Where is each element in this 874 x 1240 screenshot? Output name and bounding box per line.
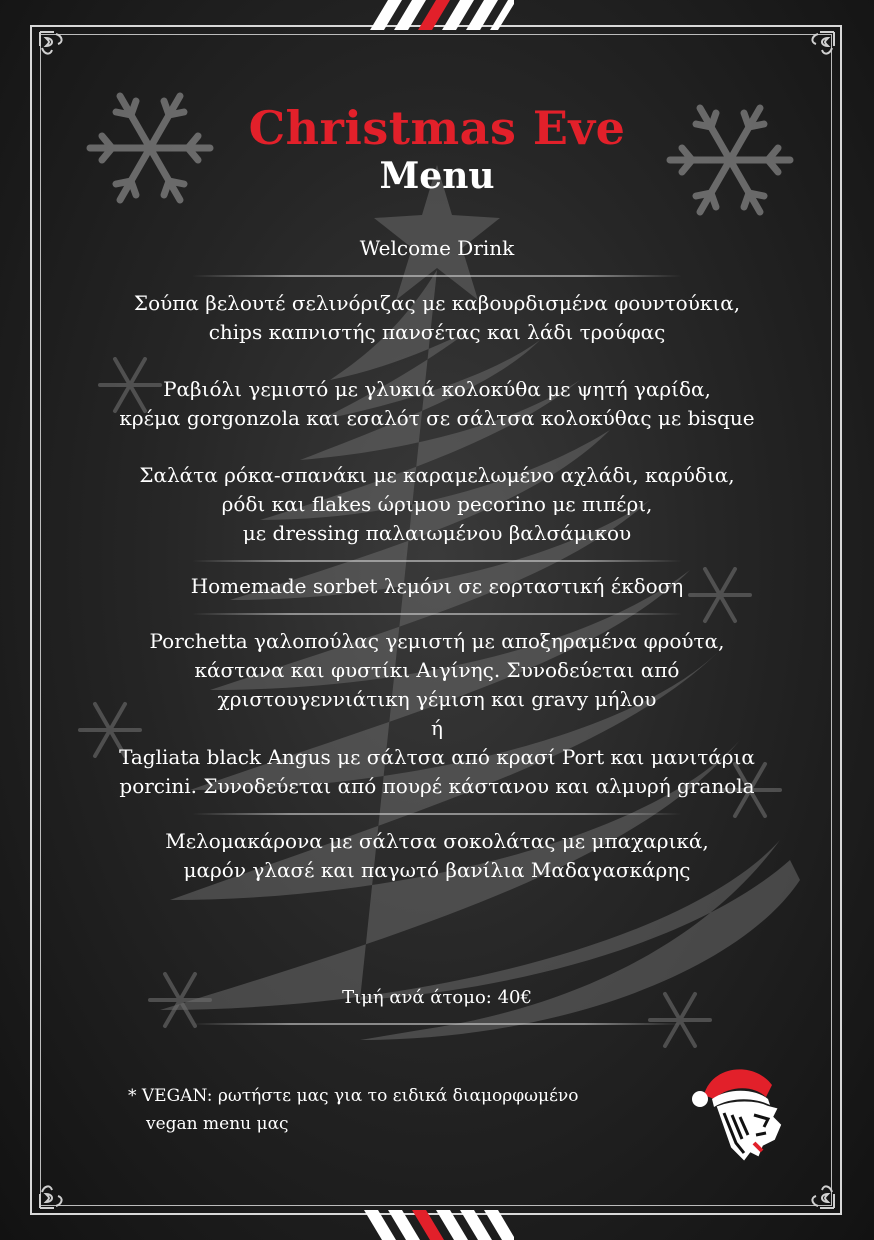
welcome-drink: Welcome Drink [359, 236, 515, 260]
course-sorbet: Homemade sorbet λεμόνι σε εορταστική έκδοση [190, 574, 684, 598]
stripe-banner [362, 1210, 514, 1240]
corner-ornament [36, 1172, 76, 1212]
course-line: κάστανα και φυστίκι Αιγίνης. Συνοδεύεται από [194, 658, 680, 682]
divider [192, 275, 682, 277]
menu-title: Christmas Eve [248, 101, 626, 155]
course-line: μαρόν γλασέ και παγωτό βανίλια Μαδαγασκάρης [183, 858, 691, 882]
course-line: με dressing παλαιωμένου βαλσάμικου [242, 521, 632, 545]
corner-ornament [798, 28, 838, 68]
course-line: ρόδι και flakes ώριμου pecorino με πιπέρι, [221, 492, 653, 516]
course-line: Σαλάτα ρόκα-σπανάκι με καραμελωμένο αχλάδι, καρύδια, [139, 463, 735, 487]
divider [192, 813, 682, 815]
divider [192, 613, 682, 615]
course-ravioli [110, 375, 764, 433]
price-per-person: Τιμή ανά άτομο: 40€ [342, 987, 532, 1008]
divider [192, 1023, 682, 1025]
course-line: porcini. Συνοδεύεται από πουρέ κάστανου και αλμυρή granola [119, 774, 755, 798]
course-dessert [110, 827, 764, 885]
santa-hat-logo [684, 1055, 784, 1165]
corner-ornament [798, 1172, 838, 1212]
course-line: Μελομακάρονα με σάλτσα σοκολάτας με μπαχαρικά, [165, 829, 709, 853]
course-main [110, 627, 764, 801]
course-soup [110, 289, 764, 347]
course-line: Porchetta γαλοπούλας γεμιστή με αποξηραμένα φρούτα, [149, 629, 725, 653]
vegan-note-line: vegan menu μας [146, 1114, 289, 1134]
vegan-note-line: * VEGAN: ρωτήστε μας για το ειδικά διαμορφωμένο [128, 1086, 579, 1106]
course-line: χριστουγεννιάτικη γέμιση και gravy μήλου [217, 687, 657, 711]
course-line: Σούπα βελουτέ σελινόριζας με καβουρδισμένα φουντούκια, [133, 291, 741, 315]
menu-content [110, 100, 764, 1025]
menu-subtitle: Menu [379, 155, 495, 197]
course-line: ή [431, 716, 443, 740]
course-line: Ραβιόλι γεμιστό με γλυκιά κολοκύθα με ψητή γαρίδα, [163, 377, 711, 401]
corner-ornament [36, 28, 76, 68]
course-line: chips καπνιστής πανσέτας και λάδι τρούφας [208, 320, 666, 344]
course-salad [110, 461, 764, 548]
divider [192, 560, 682, 562]
course-line: κρέμα gorgonzola και εσαλότ σε σάλτσα κολοκύθας με bisque [119, 406, 755, 430]
stripe-banner [362, 0, 514, 30]
course-line: Tagliata black Angus με σάλτσα από κρασί Port και μανιτάρια [119, 745, 755, 769]
vegan-note [128, 1082, 648, 1138]
